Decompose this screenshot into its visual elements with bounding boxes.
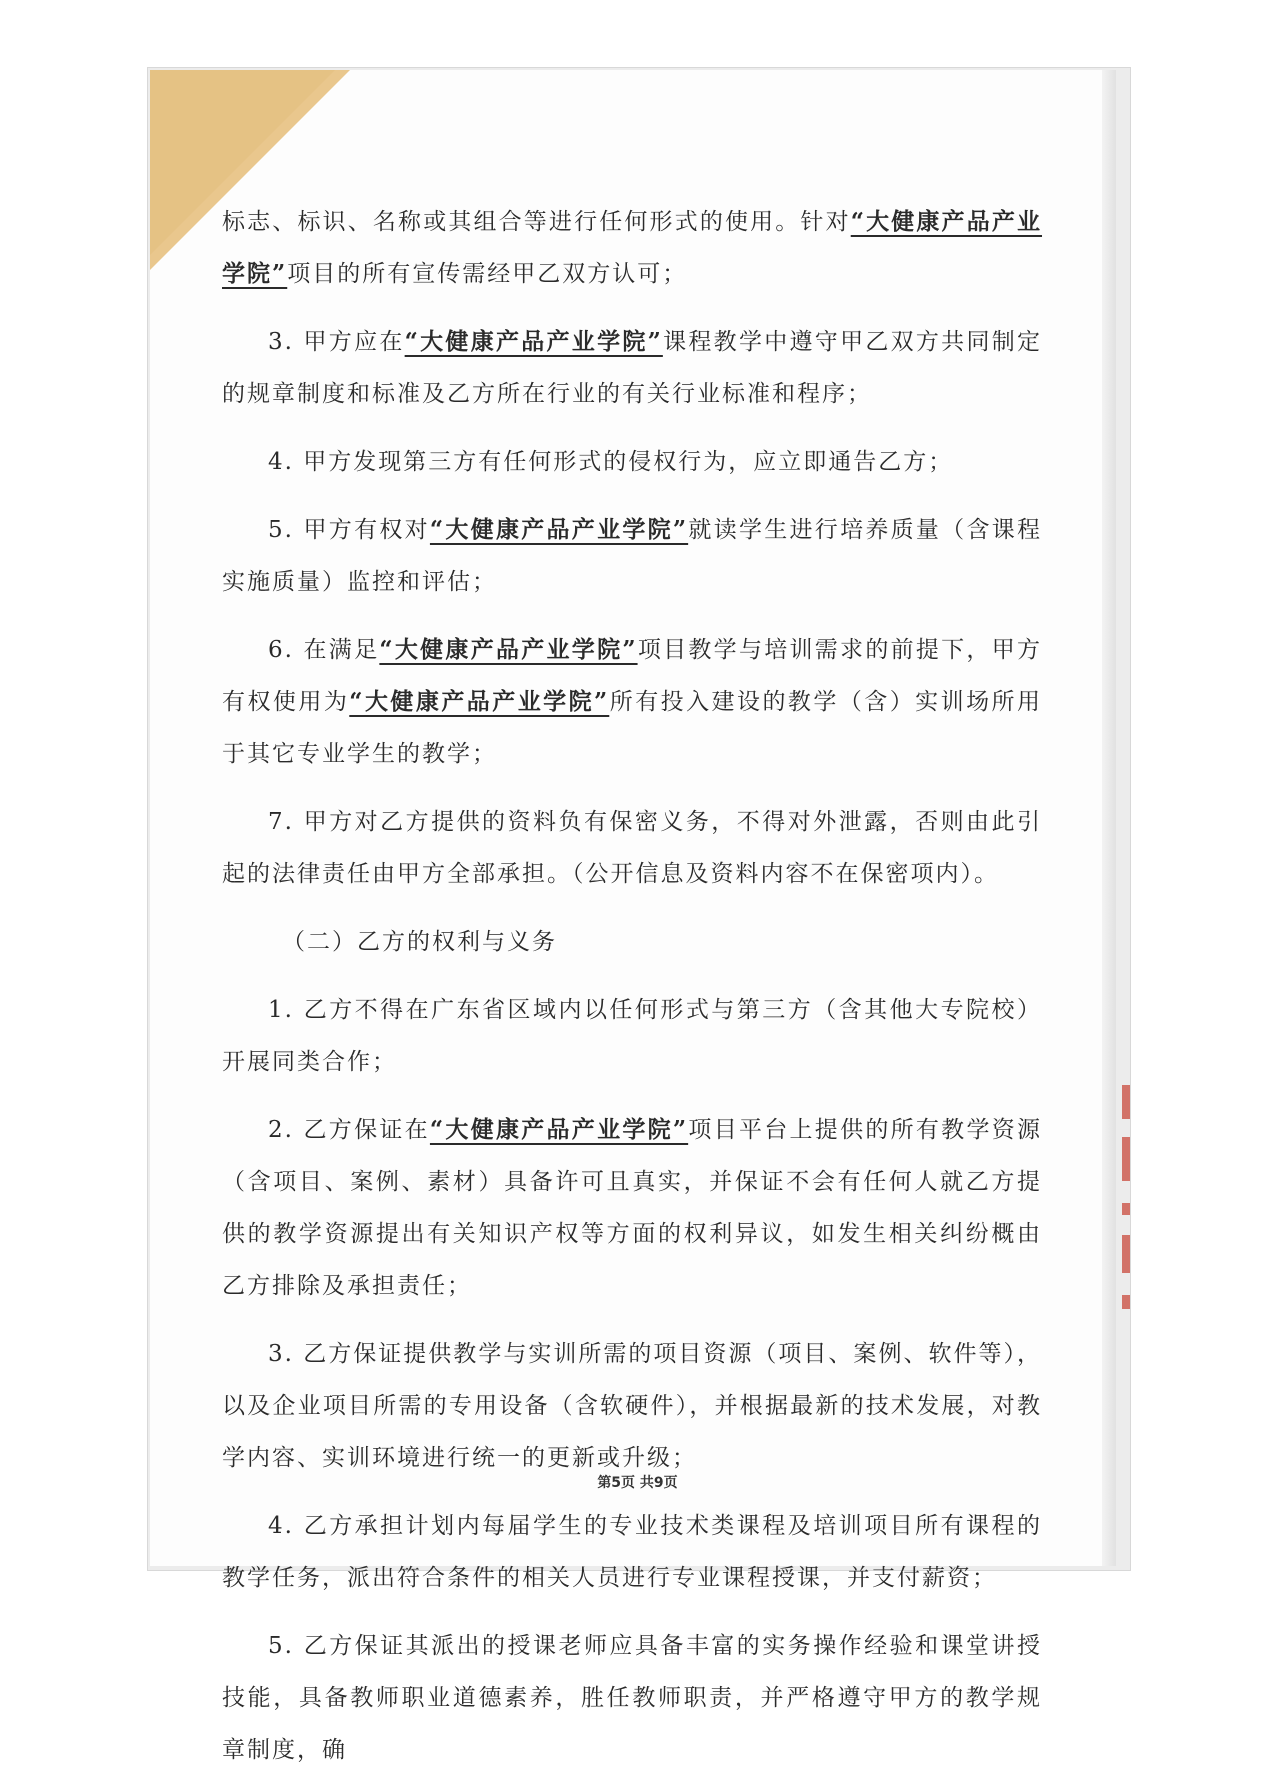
- clause-party-b-3: [222, 1328, 1042, 1484]
- paragraph-text: 6. 在满足: [268, 637, 380, 663]
- project-name-underlined: “大健康产品产业学院”: [349, 688, 610, 715]
- paragraph-text: 所有投入建设的教学（含）实训场所用于其它专业学生的教学；: [222, 689, 1043, 767]
- section-heading-party-b: [222, 916, 1042, 968]
- clause-party-b-2: [222, 1104, 1042, 1312]
- paragraph-text: 项目平台上提供的所有教学资源（含项目、案例、素材）具备许可且真实，并保证不会有任何人就乙方提供的教学资源提出有关知识产权等方面的权利异议，如发生相关纠纷概由乙方排除及承担责任；: [222, 1117, 1042, 1299]
- paragraph-text: 1. 乙方不得在广东省区域内以任何形式与第三方（含其他大专院校）开展同类合作；: [222, 997, 1042, 1075]
- clause-party-a-6: [222, 624, 1042, 780]
- project-name-underlined: “大健康产品产业学院”: [429, 1116, 689, 1143]
- clause-party-a-3: [222, 316, 1042, 420]
- paragraph-text: 就读学生进行培养质量（含课程实施质量）监控和评估；: [222, 517, 1042, 595]
- project-name-underlined: “大健康产品产业学院”: [222, 208, 1043, 287]
- paragraph-text: 4. 甲方发现第三方有任何形式的侵权行为，应立即通告乙方；: [268, 449, 954, 475]
- clause-party-a-5: [222, 504, 1042, 608]
- clause-party-a-4: [222, 436, 1042, 488]
- paragraph-continued: [222, 196, 1042, 300]
- clause-party-a-7: [222, 796, 1042, 900]
- section-heading-text: （二）乙方的权利与义务: [282, 929, 557, 955]
- paragraph-text: 项目教学与培训需求的前提下，甲方有权使用为: [222, 637, 1042, 715]
- seal-stamp-fragment: [1122, 1085, 1132, 1315]
- clause-party-b-1: [222, 984, 1042, 1088]
- page-edge: [1102, 70, 1116, 1566]
- project-name-underlined: “大健康产品产业学院”: [379, 636, 638, 663]
- project-name-underlined: “大健康产品产业学院”: [429, 516, 689, 543]
- paragraph-text: 5. 乙方保证其派出的授课老师应具备丰富的实务操作经验和课堂讲授技能，具备教师职业道德素养，胜任教师职责，并严格遵守甲方的教学规章制度，确: [222, 1633, 1042, 1763]
- paragraph-text: 课程教学中遵守甲乙双方共同制定的规章制度和标准及乙方所在行业的有关行业标准和程序；: [222, 329, 1042, 407]
- clause-party-b-4: [222, 1500, 1042, 1604]
- paragraph-text: 标志、标识、名称或其组合等进行任何形式的使用。针对: [222, 209, 851, 235]
- clause-party-b-5: [222, 1620, 1042, 1776]
- document-body: [222, 196, 1042, 1792]
- paragraph-text: 3. 乙方保证提供教学与实训所需的项目资源（项目、案例、软件等），以及企业项目所需的专用设备（含软硬件），并根据最新的技术发展，对教学内容、实训环境进行统一的更新或升级；: [222, 1341, 1042, 1471]
- paragraph-text: 3. 甲方应在: [268, 329, 405, 355]
- paragraph-text: 4. 乙方承担计划内每届学生的专业技术类课程及培训项目所有课程的教学任务，派出符合条件的相关人员进行专业课程授课，并支付薪资；: [222, 1513, 1042, 1591]
- project-name-underlined: “大健康产品产业学院”: [404, 328, 663, 355]
- page-number-footer: 第5页 共9页: [597, 1475, 678, 1491]
- paragraph-text: 2. 乙方保证在: [268, 1117, 430, 1143]
- paragraph-text: 项目的所有宣传需经甲乙双方认可；: [287, 261, 688, 287]
- paragraph-text: 5. 甲方有权对: [268, 517, 430, 543]
- paragraph-text: 7. 甲方对乙方提供的资料负有保密义务，不得对外泄露，否则由此引起的法律责任由甲方全部承担。（公开信息及资料内容不在保密项内）。: [222, 809, 1042, 887]
